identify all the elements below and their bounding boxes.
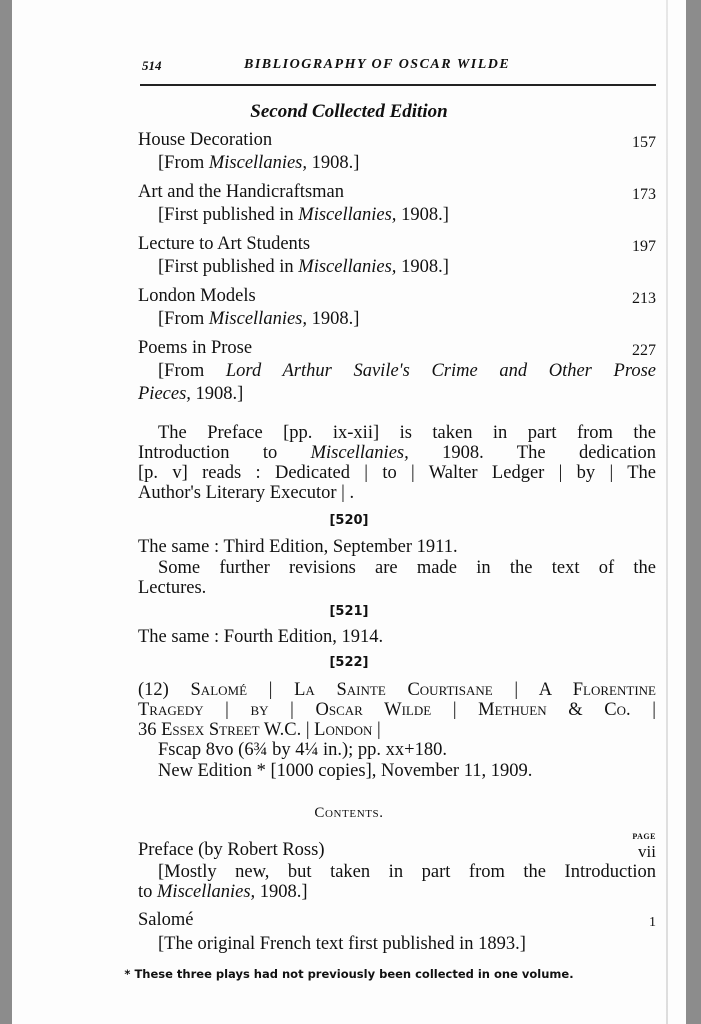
item-line: The same : Fourth Edition, 1914. [138,627,384,647]
contents-item-page: vii [638,842,656,861]
entry-note: [From Miscellanies, 1908.] [158,309,360,329]
entry-page: 157 [632,134,656,151]
contents-note: [The original French text first published in 1893.] [158,934,526,954]
entry-title: Poems in Prose [138,338,253,358]
header-rule [140,84,656,86]
entry-note: [From Lord Arthur Savile's Crime and Other Prose [158,361,656,381]
entry-page: 173 [632,186,656,203]
page-column-label: PAGE [632,832,656,841]
item-line: Fscap 8vo (6¾ by 4¼ in.); pp. xx+180. [158,740,447,760]
entry-note-continued: Pieces, 1908.] [138,384,244,404]
entry-title: London Models [138,286,256,306]
entry-note: [First published in Miscellanies, 1908.] [158,205,449,225]
item-number-marker: [520] [329,513,369,528]
entry-page: 213 [632,290,656,307]
preface-paragraph-line: Author's Literary Executor | . [138,483,355,503]
entry-title: Lecture to Art Students [138,234,311,254]
entry-page: 197 [632,238,656,255]
page-gutter-shadow [666,0,668,1024]
item-line: The same : Third Edition, September 1911. [138,537,458,557]
page-number: 514 [142,58,162,73]
item-number-marker: [521] [329,604,369,619]
item-line: 36 Essex Street W.C. | London | [138,720,381,740]
contents-item-title: Preface (by Robert Ross) [138,840,325,860]
preface-paragraph-line: [p. v] reads : Dedicated | to | Walter Ledger | by | The [138,463,656,483]
contents-note: to Miscellanies, 1908.] [138,882,308,902]
contents-item-page: 1 [649,915,656,930]
entry-note: [From Miscellanies, 1908.] [158,153,360,173]
entry-page: 227 [632,342,656,359]
item-line: Lectures. [138,578,207,598]
preface-paragraph-line: Introduction to Miscellanies, 1908. The dedication [138,443,656,463]
contents-item-title: Salomé [138,910,194,930]
entry-note: [First published in Miscellanies, 1908.] [158,257,449,277]
entry-title: Art and the Handicraftsman [138,182,344,202]
book-page [12,0,686,1024]
footnote: * These three plays had not previously been collected in one volume. [124,967,574,981]
running-title: BIBLIOGRAPHY OF OSCAR WILDE [244,57,511,72]
item-line: Tragedy | by | Oscar Wilde | Methuen & Co. | [138,700,656,720]
item-number-marker: [522] [329,655,369,670]
entry-title: House Decoration [138,130,273,150]
contents-heading: Contents. [314,805,384,821]
preface-paragraph-line: The Preface [pp. ix-xii] is taken in part from the [158,423,656,443]
contents-note: [Mostly new, but taken in part from the Introduction [158,862,656,882]
item-line: (12) Salomé | La Sainte Courtisane | A Florentine [138,680,656,700]
section-title: Second Collected Edition [250,101,448,122]
item-line: Some further revisions are made in the text of the [158,558,656,578]
item-line: New Edition * [1000 copies], November 11, 1909. [158,761,533,781]
